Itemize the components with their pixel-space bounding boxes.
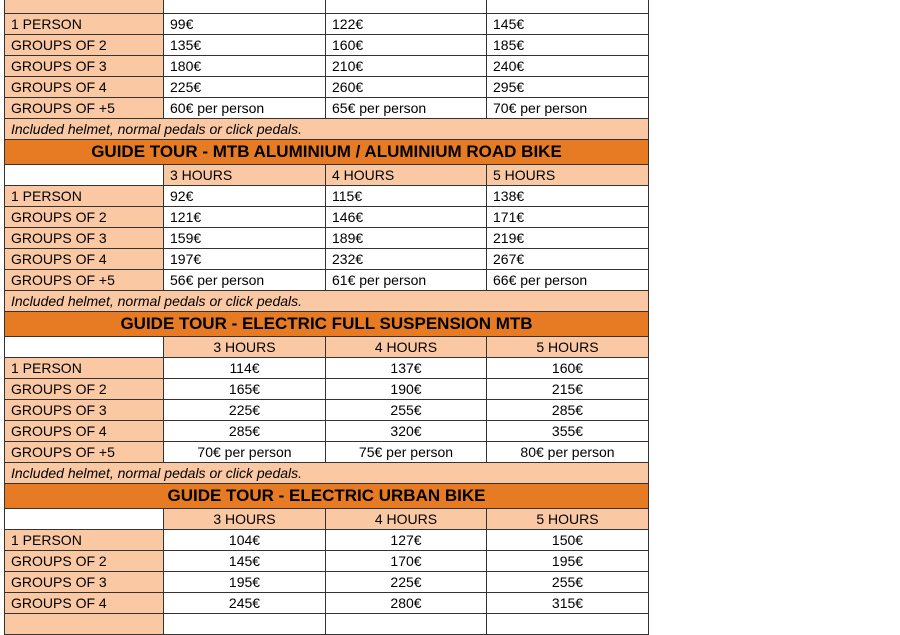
price-cell: 195€ [487,551,649,572]
table-row [5,572,649,593]
included-note: Included helmet, normal pedals or click pedals. [5,291,649,312]
note-row [5,291,649,312]
section-title-text: GUIDE TOUR - ELECTRIC FULL SUSPENSION MTB [120,314,533,333]
table-row [5,593,649,614]
price-cell [487,614,649,635]
price-cell: 197€ [164,249,326,270]
price-cell: 225€ [164,400,326,421]
duration-header: 5 HOURS [487,509,649,530]
section-title-text: GUIDE TOUR - ELECTRIC URBAN BIKE [167,486,486,505]
table-row [5,530,649,551]
table-row [5,0,649,14]
group-size-label [5,614,164,635]
price-cell: 65€ per person [326,98,487,119]
price-sheet [4,0,648,635]
price-cell: 70€ per person [164,442,326,463]
group-size-label: 1 PERSON [5,14,164,35]
section-title [5,140,649,165]
price-cell: 61€ per person [326,270,487,291]
group-size-label: GROUPS OF +5 [5,442,164,463]
group-size-label: GROUPS OF +5 [5,98,164,119]
price-cell: 285€ [487,400,649,421]
price-cell: 104€ [164,530,326,551]
table-row [5,551,649,572]
table-row [5,228,649,249]
price-cell: 159€ [164,228,326,249]
price-cell: 260€ [326,77,487,98]
price-cell: 219€ [487,228,649,249]
table-row [5,614,649,635]
price-cell: 56€ per person [164,270,326,291]
price-cell: 60€ per person [164,98,326,119]
price-cell: 146€ [326,207,487,228]
table-row [5,207,649,228]
group-size-label: GROUPS OF 2 [5,379,164,400]
price-cell: 170€ [326,551,487,572]
group-size-label: 1 PERSON [5,186,164,207]
table-row [5,35,649,56]
table-row [5,379,649,400]
header-row [5,509,649,530]
price-cell: 122€ [326,14,487,35]
price-cell: 80€ per person [487,442,649,463]
price-cell: 150€ [487,530,649,551]
header-row [5,165,649,186]
price-cell: 75€ per person [326,442,487,463]
group-size-label: 1 PERSON [5,530,164,551]
table-row [5,186,649,207]
note-row [5,119,649,140]
price-cell: 245€ [164,593,326,614]
price-cell: 195€ [164,572,326,593]
table-row [5,98,649,119]
table-row [5,14,649,35]
included-note: Included helmet, normal pedals or click pedals. [5,119,649,140]
section-title [5,312,649,337]
section-title-row [5,312,649,337]
price-cell: 320€ [326,421,487,442]
price-cell: 137€ [326,358,487,379]
price-cell: 285€ [164,421,326,442]
price-table [4,0,649,635]
price-cell: 240€ [487,56,649,77]
price-cell: 315€ [487,593,649,614]
price-cell [487,0,649,14]
group-size-label: GROUPS OF 2 [5,35,164,56]
table-row [5,270,649,291]
price-cell: 99€ [164,14,326,35]
price-cell: 127€ [326,530,487,551]
table-row [5,442,649,463]
price-cell: 66€ per person [487,270,649,291]
duration-header: 3 HOURS [164,509,326,530]
table-row [5,358,649,379]
price-cell: 210€ [326,56,487,77]
header-blank-cell [5,165,164,186]
price-cell: 232€ [326,249,487,270]
price-table-body [5,0,649,635]
section-title-text: GUIDE TOUR - MTB ALUMINIUM / ALUMINIUM ROAD BIKE [91,142,562,161]
table-row [5,421,649,442]
price-cell: 121€ [164,207,326,228]
group-size-label: GROUPS OF 2 [5,551,164,572]
section-title-row [5,484,649,509]
group-size-label: GROUPS OF 3 [5,56,164,77]
section-title [5,484,649,509]
group-size-label: GROUPS OF 4 [5,421,164,442]
duration-header: 5 HOURS [487,165,649,186]
price-cell: 160€ [487,358,649,379]
duration-header: 4 HOURS [326,509,487,530]
table-row [5,56,649,77]
price-cell: 135€ [164,35,326,56]
price-cell: 225€ [164,77,326,98]
table-row [5,400,649,421]
price-cell: 114€ [164,358,326,379]
group-size-label: GROUPS OF 3 [5,400,164,421]
price-cell: 255€ [487,572,649,593]
price-cell: 138€ [487,186,649,207]
price-cell: 185€ [487,35,649,56]
group-size-label: GROUPS OF 4 [5,249,164,270]
price-cell: 255€ [326,400,487,421]
duration-header: 5 HOURS [487,337,649,358]
group-size-label: 1 PERSON [5,358,164,379]
table-row [5,249,649,270]
group-size-label [5,0,164,14]
header-row [5,337,649,358]
group-size-label: GROUPS OF 4 [5,593,164,614]
price-cell: 190€ [326,379,487,400]
price-cell: 355€ [487,421,649,442]
price-cell: 70€ per person [487,98,649,119]
header-blank-cell [5,509,164,530]
price-cell: 225€ [326,572,487,593]
note-row [5,463,649,484]
price-cell: 171€ [487,207,649,228]
included-note: Included helmet, normal pedals or click pedals. [5,463,649,484]
group-size-label: GROUPS OF 3 [5,228,164,249]
duration-header: 3 HOURS [164,165,326,186]
price-cell [326,0,487,14]
price-cell: 145€ [487,14,649,35]
price-cell: 92€ [164,186,326,207]
price-cell: 215€ [487,379,649,400]
duration-header: 4 HOURS [326,337,487,358]
header-blank-cell [5,337,164,358]
table-row [5,77,649,98]
price-cell: 160€ [326,35,487,56]
group-size-label: GROUPS OF +5 [5,270,164,291]
price-cell: 295€ [487,77,649,98]
price-cell: 145€ [164,551,326,572]
duration-header: 3 HOURS [164,337,326,358]
price-cell: 180€ [164,56,326,77]
duration-header: 4 HOURS [326,165,487,186]
section-title-row [5,140,649,165]
price-cell: 189€ [326,228,487,249]
price-cell: 267€ [487,249,649,270]
price-cell: 115€ [326,186,487,207]
price-cell: 280€ [326,593,487,614]
price-cell [164,0,326,14]
group-size-label: GROUPS OF 4 [5,77,164,98]
group-size-label: GROUPS OF 3 [5,572,164,593]
price-cell: 165€ [164,379,326,400]
group-size-label: GROUPS OF 2 [5,207,164,228]
price-cell [326,614,487,635]
price-cell [164,614,326,635]
